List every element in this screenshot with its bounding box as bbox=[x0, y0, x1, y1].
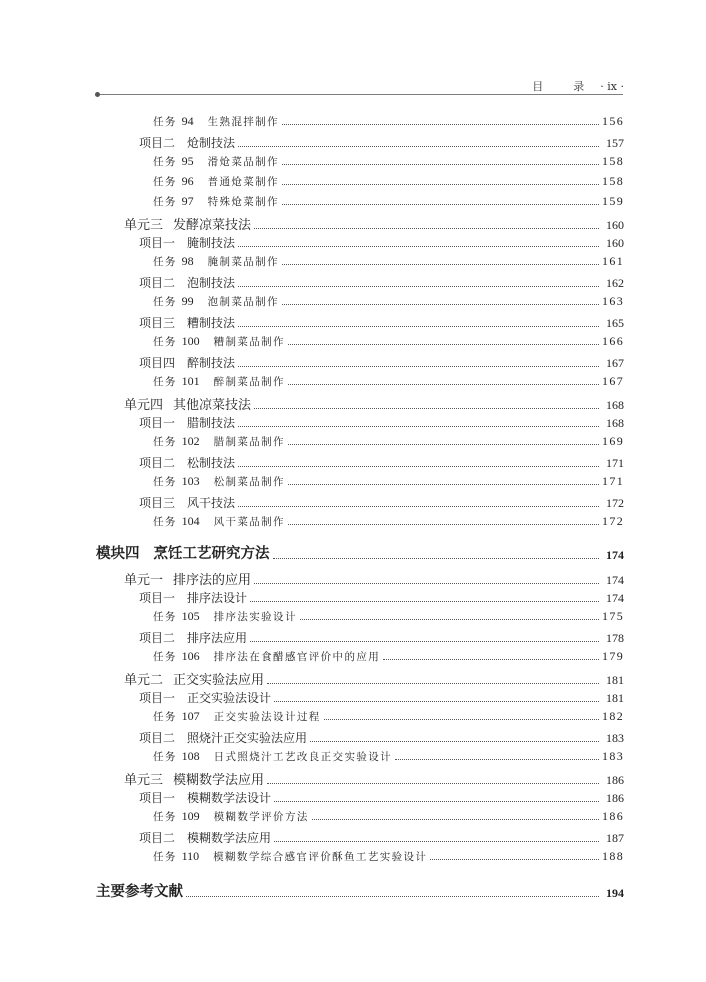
dot-leader bbox=[250, 601, 599, 602]
entry-prefix: 项目二 bbox=[139, 276, 176, 290]
entry-number: 101 bbox=[181, 374, 200, 388]
entry-page: 171 bbox=[602, 474, 625, 488]
entry-title: 排序法在食醋感官评价中的应用 bbox=[213, 651, 381, 663]
dot-leader bbox=[250, 641, 599, 642]
entry-prefix: 项目一 bbox=[139, 691, 176, 705]
dot-leader bbox=[254, 583, 599, 584]
toc-task-entry[interactable] bbox=[153, 474, 624, 489]
dot-leader bbox=[274, 801, 599, 802]
entry-page: 165 bbox=[606, 316, 624, 330]
entry-title: 正交实验法设计过程 bbox=[213, 711, 321, 723]
entry-title: 腊制菜品制作 bbox=[213, 436, 285, 448]
dot-leader bbox=[395, 759, 599, 760]
entry-page: 178 bbox=[606, 631, 624, 645]
entry-page: 186 bbox=[602, 809, 625, 823]
entry-title: 排序法的应用 bbox=[173, 573, 252, 588]
entry-page: 168 bbox=[606, 416, 624, 430]
dot-leader bbox=[282, 164, 599, 165]
dot-leader bbox=[274, 841, 599, 842]
entry-number: 97 bbox=[181, 194, 194, 208]
dot-leader bbox=[288, 444, 599, 445]
toc-project-entry[interactable] bbox=[139, 234, 624, 251]
entry-title: 生熟混拌制作 bbox=[207, 116, 279, 128]
entry-prefix: 任务 bbox=[153, 376, 177, 388]
entry-title: 风干菜品制作 bbox=[213, 516, 285, 528]
entry-page: 174 bbox=[606, 573, 624, 587]
toc-project-entry[interactable] bbox=[139, 729, 624, 746]
header-title-b: 录 bbox=[573, 80, 585, 93]
entry-number: 103 bbox=[181, 474, 200, 488]
entry-title: 滑炝菜品制作 bbox=[207, 156, 279, 168]
toc-project-entry[interactable] bbox=[139, 314, 624, 331]
entry-page: 181 bbox=[606, 691, 624, 705]
entry-prefix: 项目二 bbox=[139, 136, 176, 150]
entry-page: 158 bbox=[602, 154, 625, 168]
entry-page: 159 bbox=[602, 194, 625, 208]
entry-title: 腌制菜品制作 bbox=[207, 256, 279, 268]
toc-project-entry[interactable] bbox=[139, 689, 624, 706]
entry-title: 糟制菜品制作 bbox=[213, 336, 285, 348]
toc-unit-entry[interactable] bbox=[124, 569, 624, 588]
toc-task-entry[interactable] bbox=[153, 334, 624, 349]
entry-number: 110 bbox=[181, 849, 200, 863]
toc-project-entry[interactable] bbox=[139, 829, 624, 846]
entry-title: 排序法实验设计 bbox=[213, 611, 297, 623]
entry-page: 169 bbox=[602, 434, 625, 448]
dot-leader bbox=[312, 819, 599, 820]
entry-page: 181 bbox=[606, 673, 624, 687]
entry-title: 松制菜品制作 bbox=[213, 476, 285, 488]
entry-number: 109 bbox=[181, 809, 200, 823]
entry-page: 194 bbox=[606, 886, 624, 900]
dot-leader bbox=[288, 384, 599, 385]
toc-unit-entry[interactable] bbox=[124, 669, 624, 688]
dot-leader bbox=[288, 484, 599, 485]
entry-prefix: 单元四 bbox=[124, 398, 164, 413]
entry-title: 特殊炝菜制作 bbox=[207, 196, 279, 208]
entry-title: 烹饪工艺研究方法 bbox=[153, 546, 270, 562]
toc-task-entry[interactable] bbox=[153, 514, 624, 529]
entry-prefix: 项目一 bbox=[139, 591, 176, 605]
entry-page: 171 bbox=[606, 456, 624, 470]
entry-number: 94 bbox=[181, 114, 194, 128]
dot-leader bbox=[288, 344, 599, 345]
toc-task-entry[interactable] bbox=[153, 114, 624, 129]
entry-title: 模糊数学综合感官评价酥鱼工艺实验设计 bbox=[213, 851, 428, 863]
dot-leader bbox=[254, 408, 599, 409]
toc-task-entry[interactable] bbox=[153, 609, 624, 624]
entry-number: 99 bbox=[181, 294, 194, 308]
entry-title: 发酵凉菜技法 bbox=[173, 218, 252, 233]
entry-prefix: 项目三 bbox=[139, 496, 176, 510]
entry-title: 醉制技法 bbox=[187, 356, 236, 370]
toc-task-entry[interactable] bbox=[153, 254, 624, 269]
entry-page: 186 bbox=[606, 791, 624, 805]
entry-title: 泡制技法 bbox=[187, 276, 236, 290]
entry-page: 186 bbox=[606, 773, 624, 787]
entry-prefix: 任务 bbox=[153, 196, 177, 208]
header-rule bbox=[100, 94, 623, 95]
entry-prefix: 任务 bbox=[153, 336, 177, 348]
entry-number: 98 bbox=[181, 254, 194, 268]
entry-title: 腊制技法 bbox=[187, 416, 236, 430]
entry-title: 糟制技法 bbox=[187, 316, 236, 330]
entry-number: 104 bbox=[181, 514, 200, 528]
toc-task-entry[interactable] bbox=[153, 709, 624, 724]
dot-leader bbox=[274, 701, 599, 702]
entry-page: 175 bbox=[602, 609, 625, 623]
toc-project-entry[interactable] bbox=[139, 414, 624, 431]
entry-prefix: 任务 bbox=[153, 116, 177, 128]
entry-prefix: 单元三 bbox=[124, 773, 164, 788]
entry-prefix: 任务 bbox=[153, 611, 177, 623]
toc-project-entry[interactable] bbox=[139, 494, 624, 511]
dot-leader bbox=[324, 719, 599, 720]
dot-leader bbox=[288, 524, 599, 525]
entry-title: 排序法设计 bbox=[187, 591, 248, 605]
toc-task-entry[interactable] bbox=[153, 849, 624, 864]
entry-title: 普通炝菜制作 bbox=[207, 176, 279, 188]
entry-page: 172 bbox=[606, 496, 624, 510]
entry-prefix: 任务 bbox=[153, 256, 177, 268]
toc-task-entry[interactable] bbox=[153, 294, 624, 309]
dot-leader bbox=[282, 184, 599, 185]
entry-page: 160 bbox=[606, 236, 624, 250]
dot-leader bbox=[282, 304, 599, 305]
dot-leader bbox=[300, 619, 599, 620]
entry-prefix: 任务 bbox=[153, 176, 177, 188]
entry-page: 167 bbox=[602, 374, 625, 388]
toc-project-entry[interactable] bbox=[139, 589, 624, 606]
entry-prefix: 任务 bbox=[153, 651, 177, 663]
dot-leader bbox=[430, 859, 599, 860]
dot-leader bbox=[310, 741, 599, 742]
toc-task-entry[interactable] bbox=[153, 194, 624, 209]
entry-prefix: 任务 bbox=[153, 811, 177, 823]
entry-number: 108 bbox=[181, 749, 200, 763]
entry-number: 95 bbox=[181, 154, 194, 168]
entry-number: 102 bbox=[181, 434, 200, 448]
entry-prefix: 项目二 bbox=[139, 831, 176, 845]
toc-project-entry[interactable] bbox=[139, 354, 624, 371]
entry-prefix: 项目三 bbox=[139, 316, 176, 330]
entry-prefix: 项目四 bbox=[139, 356, 176, 370]
entry-title: 日式照烧汁工艺改良正交实验设计 bbox=[213, 751, 393, 763]
dot-leader bbox=[267, 683, 599, 684]
entry-page: 158 bbox=[602, 174, 625, 188]
toc-task-entry[interactable] bbox=[153, 174, 624, 189]
entry-prefix: 任务 bbox=[153, 436, 177, 448]
entry-title: 主要参考文献 bbox=[96, 884, 183, 900]
dot-leader bbox=[238, 466, 599, 467]
entry-prefix: 任务 bbox=[153, 751, 177, 763]
entry-number: 105 bbox=[181, 609, 200, 623]
entry-title: 醉制菜品制作 bbox=[213, 376, 285, 388]
entry-page: 161 bbox=[602, 254, 625, 268]
entry-prefix: 项目一 bbox=[139, 416, 176, 430]
dot-leader bbox=[186, 896, 599, 897]
dot-leader bbox=[238, 146, 599, 147]
entry-page: 172 bbox=[602, 514, 625, 528]
entry-number: 100 bbox=[181, 334, 200, 348]
entry-page: 182 bbox=[602, 709, 625, 723]
entry-page: 168 bbox=[606, 398, 624, 412]
dot-leader bbox=[238, 246, 599, 247]
toc-task-entry[interactable] bbox=[153, 154, 624, 169]
toc-task-entry[interactable] bbox=[153, 374, 624, 389]
entry-prefix: 项目一 bbox=[139, 791, 176, 805]
dot-leader bbox=[273, 558, 600, 559]
entry-page: 179 bbox=[602, 649, 625, 663]
entry-prefix: 任务 bbox=[153, 851, 177, 863]
entry-title: 模糊数学法设计 bbox=[187, 791, 272, 805]
entry-title: 排序法应用 bbox=[187, 631, 248, 645]
entry-page: 160 bbox=[606, 218, 624, 232]
entry-title: 腌制技法 bbox=[187, 236, 236, 250]
dot-leader bbox=[282, 204, 599, 205]
entry-prefix: 单元一 bbox=[124, 573, 164, 588]
toc-project-entry[interactable] bbox=[139, 629, 624, 646]
dot-leader bbox=[238, 366, 599, 367]
entry-page: 157 bbox=[606, 136, 624, 150]
dot-leader bbox=[282, 264, 599, 265]
entry-title: 炝制技法 bbox=[187, 136, 236, 150]
toc-task-entry[interactable] bbox=[153, 809, 624, 824]
toc-project-entry[interactable] bbox=[139, 789, 624, 806]
entry-prefix: 任务 bbox=[153, 516, 177, 528]
toc-unit-entry[interactable] bbox=[124, 214, 624, 233]
toc-unit-entry[interactable] bbox=[124, 394, 624, 413]
entry-page: 183 bbox=[602, 749, 625, 763]
entry-page: 163 bbox=[602, 294, 625, 308]
entry-title: 泡制菜品制作 bbox=[207, 296, 279, 308]
toc-module-entry[interactable] bbox=[96, 542, 624, 563]
toc-unit-entry[interactable] bbox=[124, 769, 624, 788]
entry-prefix: 任务 bbox=[153, 156, 177, 168]
entry-prefix: 任务 bbox=[153, 296, 177, 308]
entry-prefix: 项目二 bbox=[139, 631, 176, 645]
entry-page: 174 bbox=[606, 591, 624, 605]
dot-leader bbox=[282, 124, 599, 125]
toc-project-entry[interactable] bbox=[139, 134, 624, 151]
dot-leader bbox=[238, 326, 599, 327]
entry-page: 156 bbox=[602, 114, 625, 128]
entry-title: 其他凉菜技法 bbox=[173, 398, 252, 413]
entry-prefix: 任务 bbox=[153, 476, 177, 488]
running-header bbox=[532, 78, 624, 94]
entry-title: 模糊数学法应用 bbox=[187, 831, 272, 845]
header-title-a: 目 bbox=[532, 80, 544, 93]
toc-task-entry[interactable] bbox=[153, 434, 624, 449]
entry-prefix: 单元二 bbox=[124, 673, 164, 688]
entry-title: 模糊数学评价方法 bbox=[213, 811, 309, 823]
entry-title: 照烧汁正交实验法应用 bbox=[187, 731, 308, 745]
dot-leader bbox=[383, 659, 599, 660]
entry-prefix: 单元三 bbox=[124, 218, 164, 233]
entry-page: 174 bbox=[606, 548, 624, 562]
header-page-number: · ix · bbox=[600, 80, 624, 93]
entry-title: 模糊数学法应用 bbox=[173, 773, 265, 788]
entry-number: 96 bbox=[181, 174, 194, 188]
entry-page: 187 bbox=[606, 831, 624, 845]
entry-prefix: 项目一 bbox=[139, 236, 176, 250]
dot-leader bbox=[267, 783, 599, 784]
dot-leader bbox=[254, 228, 599, 229]
entry-title: 正交实验法应用 bbox=[173, 673, 265, 688]
entry-page: 183 bbox=[606, 731, 624, 745]
entry-page: 188 bbox=[602, 849, 625, 863]
toc-references-entry[interactable] bbox=[96, 880, 624, 901]
entry-page: 162 bbox=[606, 276, 624, 290]
entry-prefix: 项目二 bbox=[139, 456, 176, 470]
entry-prefix: 任务 bbox=[153, 711, 177, 723]
dot-leader bbox=[238, 426, 599, 427]
entry-prefix: 项目二 bbox=[139, 731, 176, 745]
entry-title: 松制技法 bbox=[187, 456, 236, 470]
entry-prefix: 模块四 bbox=[96, 546, 140, 562]
toc-task-entry[interactable] bbox=[153, 649, 624, 664]
toc-task-entry[interactable] bbox=[153, 749, 624, 764]
dot-leader bbox=[238, 286, 599, 287]
entry-number: 106 bbox=[181, 649, 200, 663]
entry-title: 风干技法 bbox=[187, 496, 236, 510]
toc-project-entry[interactable] bbox=[139, 274, 624, 291]
entry-number: 107 bbox=[181, 709, 200, 723]
entry-title: 正交实验法设计 bbox=[187, 691, 272, 705]
toc-project-entry[interactable] bbox=[139, 454, 624, 471]
entry-page: 167 bbox=[606, 356, 624, 370]
dot-leader bbox=[238, 506, 599, 507]
entry-page: 166 bbox=[602, 334, 625, 348]
